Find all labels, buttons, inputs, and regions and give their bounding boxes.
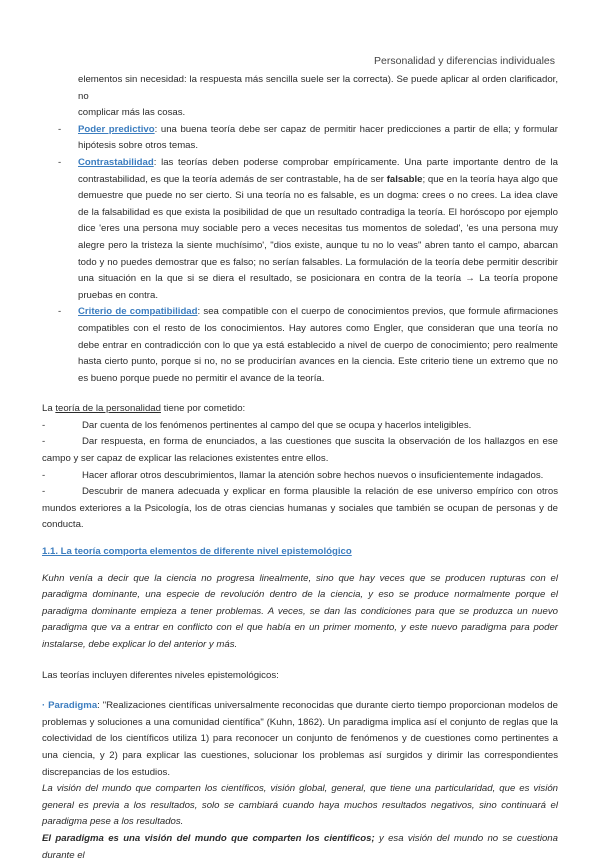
- dash-marker: -: [42, 419, 46, 431]
- personalidad-item-2: [42, 434, 558, 467]
- term-contrastabilidad[interactable]: Contrastabilidad: [78, 156, 154, 168]
- paradigma-bold-italic: El paradigma es una visión del mundo que comparten los científicos;: [42, 832, 375, 844]
- personalidad-item-4: [42, 484, 558, 534]
- dash-marker: -: [42, 469, 46, 481]
- intro-paragraph: [78, 72, 558, 122]
- criterion-contrastabilidad: [58, 155, 559, 304]
- term-paradigma: Paradigma: [48, 700, 98, 712]
- criterion-compatibilidad: [58, 304, 559, 387]
- paradigma-text: : "Realizaciones científicas universalmente reconocidas que durante cierto tiempo proporcionan modelos de problemas y soluciones a una comunidad científica" (Kuhn, 1862). Un paradigma implica así el conjunto de reglas que la colectividad de los científicos utiliza 1) para reconocer un conjunto de fenómenos y de cuestiones como pertinentes a una ciencia, y 2) para explicar las cuestiones, solucionar los problemas así surgidos y dirimir las correspondientes discrepancias de los estudios.: [42, 700, 558, 778]
- dash-marker: -: [42, 486, 46, 498]
- section-title[interactable]: 1.1. La teoría comporta elementos de diferente nivel epistemológico: [42, 546, 352, 558]
- intro-line-1: elementos sin necesidad: la respuesta más sencilla suele ser la correcta). Se puede aplicar al orden clarificador, no: [78, 74, 558, 102]
- dash-marker: -: [58, 156, 62, 168]
- term-criterio-compatibilidad[interactable]: Criterio de compatibilidad: [78, 306, 198, 318]
- intro-line-2: complicar más las cosas.: [78, 107, 186, 119]
- falsable-word: falsable: [386, 173, 423, 185]
- term-poder-predictivo[interactable]: Poder predictivo: [78, 123, 155, 135]
- niveles-paragraph: Las teorías incluyen diferentes niveles epistemológicos:: [42, 669, 279, 681]
- personalidad-pre: La: [42, 403, 56, 415]
- paradigma-italic: La visión del mundo que comparten los científicos, visión global, general, que tiene una particularidad, que es visión general es previa a los resultados, solo se cambiará cuando haya muchos resultados negativos, sino continuará el paradigma pese a los resultados.: [42, 783, 558, 828]
- section-heading: [42, 544, 558, 561]
- document-body: [42, 72, 558, 864]
- personalidad-item-text: Hacer aflorar otros descubrimientos, llamar la atención sobre hechos nuevos o insuficientemente indagados.: [82, 469, 544, 481]
- dash-marker: -: [42, 436, 46, 448]
- bullet-marker: ·: [42, 700, 49, 712]
- kuhn-paragraph: Kuhn venía a decir que la ciencia no progresa linealmente, sino que hay veces que se producen rupturas con el paradigma dominante, una especie de revolución dentro de la ciencia, y eso se produce normalmente porque el paradigma dominante empieza a tener problemas. A veces, se dan las condiciones para que se produzca un nuevo paradigma que va a entrar en conflicto con el que había en un primer momento, y este nuevo paradigma para poder instalarse, debe explicar lo del anterior y más.: [42, 572, 558, 650]
- paradigma-paragraph: [42, 698, 558, 781]
- poder-text: : una buena teoría debe ser capaz de permitir hacer predicciones a partir de ella; y formular hipótesis sobre otros temas.: [78, 123, 559, 152]
- dash-marker: -: [58, 306, 62, 318]
- personalidad-item-text: Dar cuenta de los fenómenos pertinentes al campo del que se ocupa y hacerlos inteligibles.: [82, 419, 472, 431]
- personalidad-item-3: [42, 468, 558, 485]
- personalidad-item-1: [42, 418, 558, 435]
- criterion-poder-predictivo: [58, 122, 559, 155]
- paradigma-tail: y esa visión del mundo no se cuestiona durante el: [42, 832, 558, 861]
- page-header: Personalidad y diferencias individuales: [374, 55, 555, 67]
- personalidad-intro: [42, 401, 558, 418]
- personalidad-post: tiene por cometido:: [160, 403, 246, 415]
- dash-marker: -: [58, 123, 62, 135]
- compatibilidad-text: : sea compatible con el cuerpo de conocimientos previos, que formule afirmaciones compatibles con el resto de los conocimientos. Hay autores como Engler, que consideran que una teoría no debe entrar en contradicción con lo que ya está establecido a nivel de cuerpo de conocimiento; pero realmente hasta cierto punto, porque si no, no se producirían avances en la ciencia. Este criterio tiene un extremo que no es bueno porque puede no permitir el avance de la teoría.: [78, 306, 559, 384]
- personalidad-item-text: Descubrir de manera adecuada y explicar en forma plausible la relación de ese universo empírico con otros mundos exteriores a la Psicología, los de otras ciencias humanas y sociales que también se ocupan de personas y de conducta.: [42, 486, 558, 531]
- teoria-personalidad-link[interactable]: teoría de la personalidad: [55, 403, 161, 415]
- contrastabilidad-text-2: ; que en la teoría haya algo que demuestre que puede no ser cierto. Si una teoría no es falsable, es un dogma: crees o no crees. La idea clave de la falsabilidad es que exista la posibilidad de que un resultado contradiga la teoría. El horóscopo por ejemplo dice 'eres una persona muy sociable pero a veces necesitas tus momentos de soledad', 'es una persona muy alegre pero la tristeza la siente muchísimo', "dios existe, aunque tu no lo veas" abren tanto el campo, abarcan todo y no puedes demostrar que es falso; no serían falsables. La formulación de la teoría debe permitir describir una situación en la que si se diera el resultado, se posicionara en contra de la teoría → La teoría propone pruebas en contra.: [78, 173, 559, 301]
- contrastabilidad-text-1: : las teorías deben poderse comprobar empíricamente. Una parte importante dentro de la contrastabilidad, es que la teoría además de ser contrastable, ha de ser: [78, 156, 558, 185]
- paradigma-bold-line: [42, 831, 558, 864]
- personalidad-item-text: Dar respuesta, en forma de enunciados, a las cuestiones que suscita la observación de los hallazgos en ese campo y ser capaz de explicar las relaciones existentes entre ellos.: [42, 436, 558, 465]
